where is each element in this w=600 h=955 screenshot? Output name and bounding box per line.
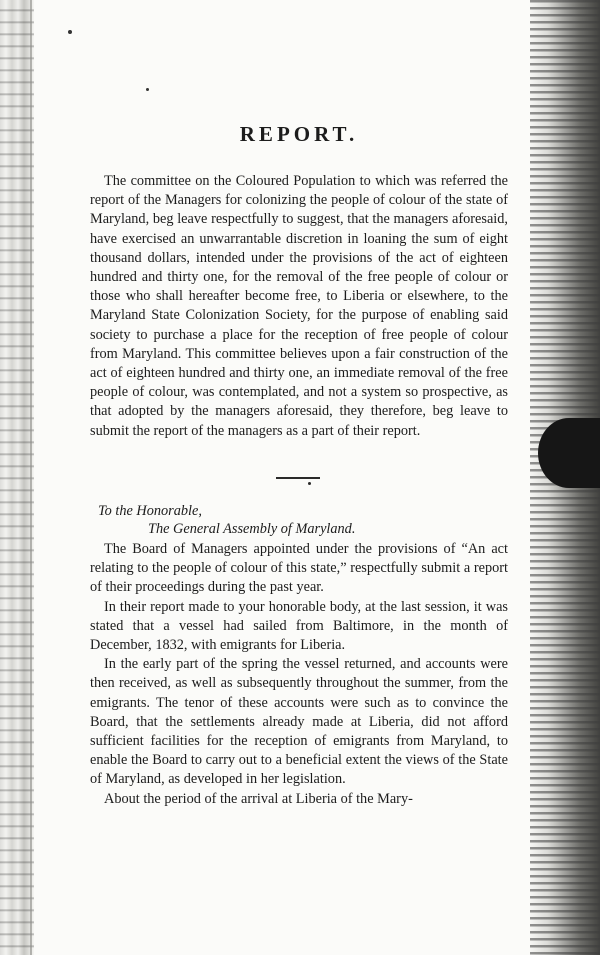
- left-binding-edge: [0, 0, 34, 955]
- page-title: REPORT.: [239, 122, 359, 146]
- edge-ink-blot: [538, 418, 600, 488]
- divider-dot: [308, 482, 311, 485]
- board-paragraph-4: About the period of the arrival at Liberia of the Mary-: [104, 790, 413, 807]
- board-paragraph-2: In their report made to your honorable body, at the last session, it was stated that a vessel had sailed from Baltimore, in the month of December, 1832, with emigrants for Liberia.: [90, 598, 508, 654]
- address-line-honorable: To the Honorable,: [98, 503, 202, 519]
- section-divider: [276, 477, 320, 479]
- address-salutation: [98, 502, 355, 538]
- committee-report-text: [90, 172, 508, 441]
- address-line-assembly: The General Assembly of Maryland.: [148, 521, 356, 537]
- left-binding-crease: [30, 0, 32, 955]
- board-report-text: [90, 540, 508, 809]
- committee-paragraph: The committee on the Coloured Population to which was referred the report of the Managers for colonizing the people of colour of the state of Maryland, beg leave respectfully to suggest, that the managers aforesaid, have exercised an unwarrantable discretion in loaning the sum of eight thousand dollars, intended under the provisions of the act of eighteen hundred and thirty one, for the removal of the free people of colour or those who shall hereafter become free, to Liberia or elsewhere, to the Maryland State Colonization Society, for the purpose of enabling said society to purchase a place for the reception of free people of colour from Maryland. This committee believes upon a fair construction of the act of eighteen hundred and thirty one, an immediate removal of the free people of colour, was contemplated, and not a system so prospective, as that adopted by the managers aforesaid, they therefore, beg leave to submit the report of the managers as a part of their report.: [90, 173, 508, 439]
- board-paragraph-1: The Board of Managers appointed under the provisions of “An act relating to the people of colour of this state,” respectfully submit a report of their proceedings during the past year.: [90, 541, 508, 596]
- ink-speck: [146, 88, 149, 91]
- ink-speck: [68, 30, 72, 34]
- board-paragraph-3: In the early part of the spring the vessel returned, and accounts were then received, as well as subsequently throughout the summer, from the emigrants. The tenor of these accounts were such as to convince the Board, that the settlements already made at Liberia, did not afford sufficient facilities for the reception of emigrants from Maryland, to enable the Board to carry out to a beneficial extent the views of the State of Maryland, as developed in her legislation.: [90, 656, 508, 788]
